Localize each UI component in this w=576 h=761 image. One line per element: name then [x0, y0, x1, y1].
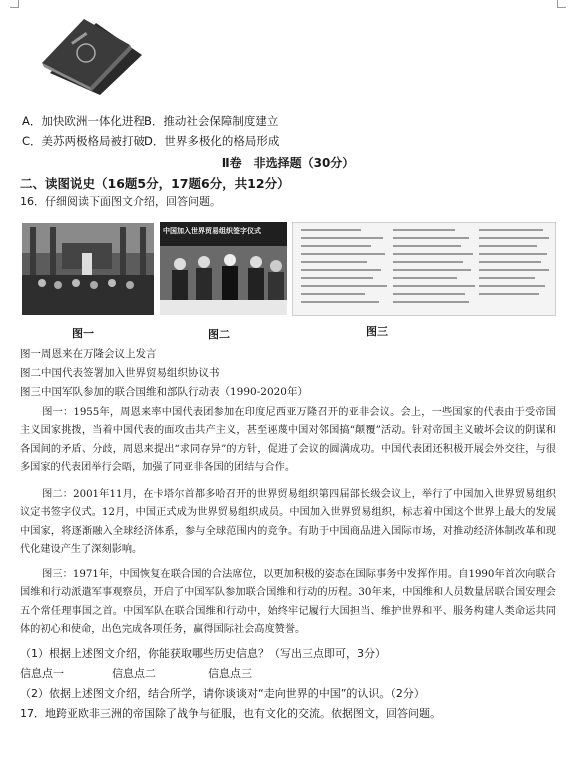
- part-title: 二、读图说史（16题5分，17题6分，共12分）: [20, 176, 290, 191]
- paragraph-1-text: 图一：1955年，周恩来率中国代表团参加在印度尼西亚万隆召开的亚非会议。会上，一些国家的代表由于受帝国主义国家挑拨，当着中国代表的面攻击共产主义，甚至诬蔑中国对邻国搞“颠覆”活动。针对帝国主义破坏会议的阴谋和各国间的矛盾、分歧，周恩来提出“求同存异”的方针，促进了会议的圆满成功。中国代表团还积极开展会外交往，与很多国家的代表团举行会晤，加强了同亚非各国的团结与合作。: [20, 407, 556, 473]
- paragraph-2-text: 图二：2001年11月，在卡塔尔首都多哈召开的世界贸易组织第四届部长级会议上，举行了中国加入世界贸易组织议定书签字仪式。12月，中国正式成为世界贸易组织成员。中国加入世界贸易组织，标志着中国这个世界上最大的发展中国家，将逐渐融入全球经济体系，参与全球范围内的竞争。有助于中国商品进入国际市场，对推动经济体制改革和现代化建设产生了深刻影响。: [20, 489, 556, 555]
- sub-question-1: （1）根据上述图文介绍，你能获取哪些历史信息？（写出三点即可，3分）: [20, 647, 386, 660]
- sub-question-2: （2）依据上述图文介绍，结合所学，请你谈谈对“走向世界的中国”的认识。（2分）: [20, 687, 425, 700]
- caption-2: 图二中国代表签署加入世界贸易组织协议书: [20, 367, 220, 379]
- figure-1-photo: [22, 223, 154, 315]
- figure-1-label: 图一: [72, 327, 94, 340]
- caption-3: 图三中国军队参加的联合国维和部队行动表（1990-2020年）: [20, 386, 308, 398]
- option-c: C．美苏两极格局被打破: [22, 134, 146, 148]
- info-point-2: 信息点二: [112, 667, 156, 680]
- q16-stem: 16．仔细阅读下面图文介绍，回答问题。: [20, 195, 221, 208]
- paragraph-3-text: 图三：1971年，中国恢复在联合国的合法席位，以更加积极的姿态在国际事务中发挥作用。自1990年首次向联合国维和行动派遣军事观察员，开启了中国军队参加联合国维和行动的历程。30年来，中国维和人员数量居联合国安理会五个常任理事国之首。中国军队在联合国维和行动中，始终牢记履行大国担当、维护世界和平、服务构建人类命运共同体的初心和使命，出色完成各项任务，赢得国际社会高度赞誉。: [20, 569, 556, 635]
- figure-3-label: 图三: [366, 325, 388, 338]
- section-title: Ⅱ卷 非选择题（30分）: [221, 156, 355, 170]
- paragraph-1: [20, 404, 556, 477]
- figure-2-banner: 中国加入世界贸易组织签字仪式: [163, 227, 261, 235]
- figure-2-label: 图二: [208, 328, 230, 341]
- paragraph-2: [20, 486, 556, 559]
- passport-photo: [38, 15, 150, 97]
- option-a: A．加快欧洲一体化进程: [22, 114, 145, 128]
- info-point-3: 信息点三: [208, 667, 252, 680]
- option-d: D．世界多极化的格局形成: [144, 134, 280, 148]
- figure-3-table: [292, 222, 556, 316]
- crop-mark-top-right: [557, 0, 566, 8]
- caption-1: 图一周恩来在万隆会议上发言: [20, 348, 157, 360]
- option-b: B．推动社会保障制度建立: [144, 114, 279, 128]
- crop-mark-top-left: [10, 0, 19, 8]
- q17-stem: 17．地跨亚欧非三洲的帝国除了战争与征服，也有文化的交流。依据图文，回答问题。: [20, 707, 441, 720]
- info-point-1: 信息点一: [20, 667, 64, 680]
- paragraph-3: [20, 566, 556, 639]
